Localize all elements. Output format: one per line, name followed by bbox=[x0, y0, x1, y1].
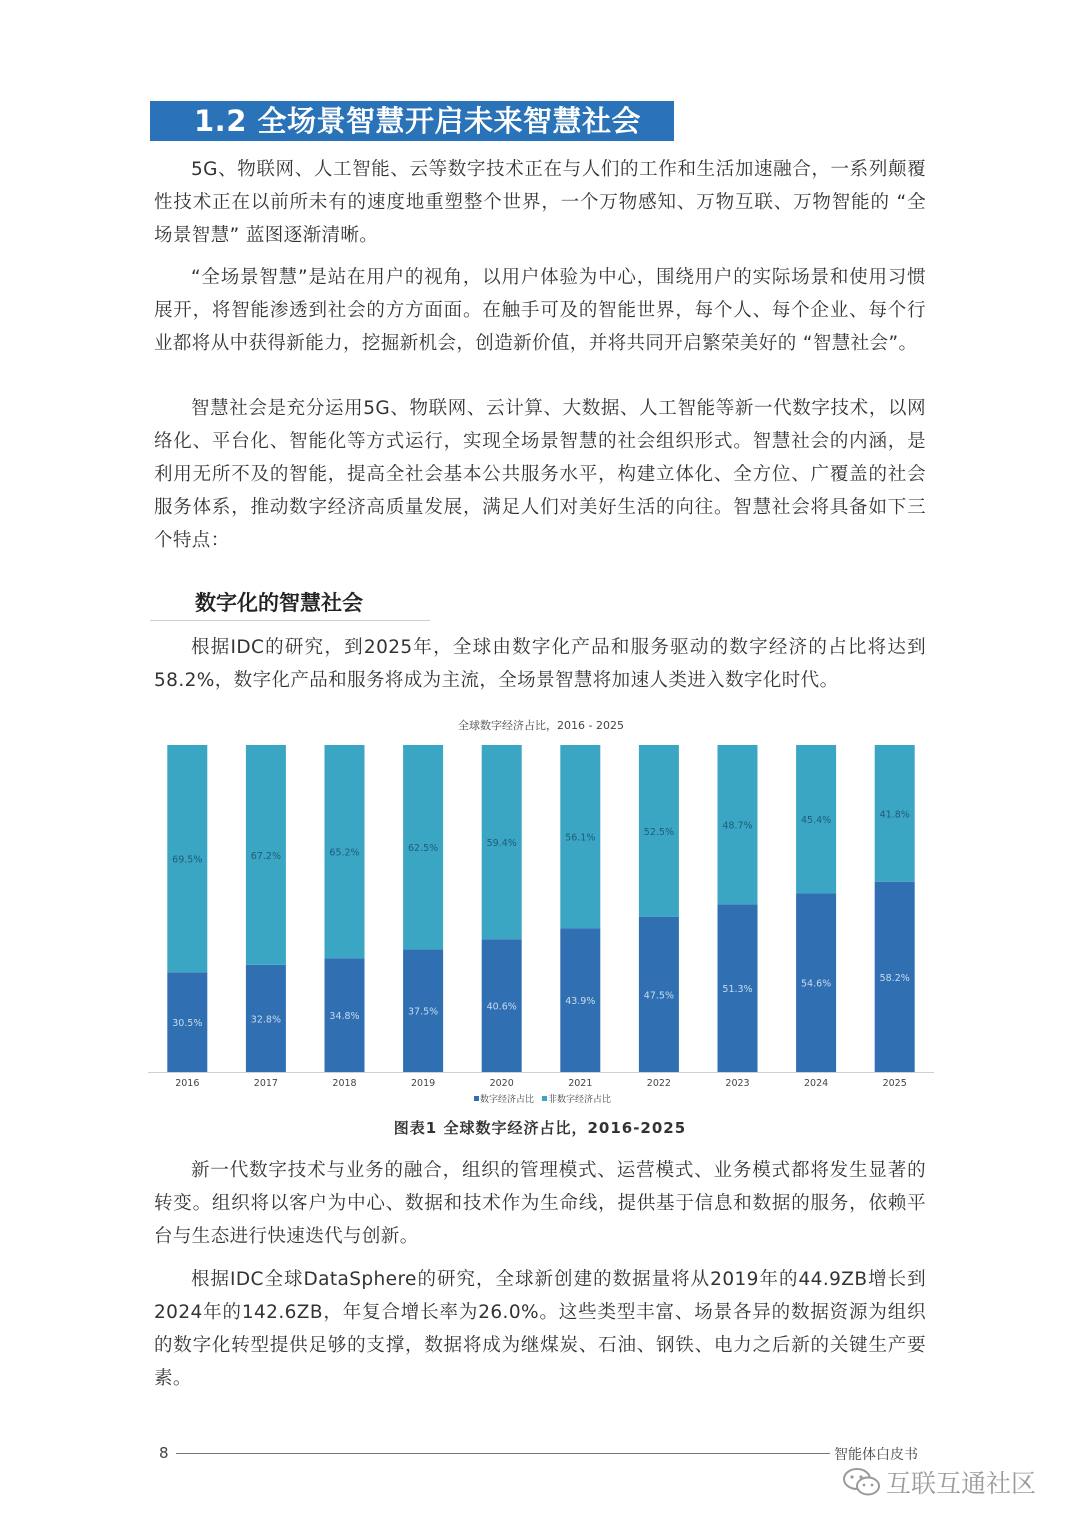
x-tick-label-2017: 2017 bbox=[253, 1078, 278, 1089]
data-label-non-digital-2017: 67.2% bbox=[250, 850, 281, 862]
subsection-underline bbox=[150, 620, 430, 621]
data-label-non-digital-2022: 52.5% bbox=[643, 826, 674, 838]
paragraph-2: “全场景智慧”是站在用户的视角，以用户体验为中心，围绕用户的实际场景和使用习惯展开，将智能渗透到社会的方方面面。在触手可及的智能世界，每个人、每个企业、每个行业都将从中获得新能力，挖掘新机会，创造新价值，并将共同开启繁荣美好的 “智慧社会”。 bbox=[154, 267, 926, 354]
x-tick-label-2016: 2016 bbox=[175, 1078, 200, 1089]
data-label-digital-2023: 51.3% bbox=[722, 984, 753, 996]
figure-caption: 图表1 全球数字经济占比，2016-2025 bbox=[393, 1119, 687, 1137]
x-tick-label-2018: 2018 bbox=[332, 1078, 357, 1089]
legend-label-digital: 数字经济占比 bbox=[480, 1095, 535, 1105]
paragraph-4: 根据IDC的研究，到2025年，全球由数字化产品和服务驱动的数字经济的占比将达到58.2%，数字化产品和服务将成为主流，全场景智慧将加速人类进入数字化时代。 bbox=[154, 637, 926, 691]
digital-economy-chart bbox=[148, 710, 934, 1112]
x-tick-label-2020: 2020 bbox=[489, 1078, 514, 1089]
data-label-digital-2020: 40.6% bbox=[486, 1001, 517, 1013]
paragraph-6: 根据IDC全球DataSphere的研究，全球新创建的数据量将从2019年的44.9ZB增长到2024年的142.6ZB，年复合增长率为26.0%。这些类型丰富、场景各异的数据资源为组织的数字化转型提供足够的支撑，数据将成为继煤炭、石油、钢铁、电力之后新的关键生产要素。 bbox=[154, 1269, 926, 1389]
x-tick-label-2024: 2024 bbox=[804, 1078, 829, 1089]
chart-title: 全球数字经济占比，2016 - 2025 bbox=[458, 719, 624, 732]
wechat-icon bbox=[842, 1466, 882, 1498]
data-label-digital-2025: 58.2% bbox=[879, 972, 910, 984]
legend-swatch-digital bbox=[474, 1096, 479, 1101]
data-label-digital-2018: 34.8% bbox=[329, 1011, 360, 1023]
data-label-digital-2019: 37.5% bbox=[408, 1006, 439, 1018]
data-label-non-digital-2023: 48.7% bbox=[722, 820, 753, 832]
data-label-non-digital-2020: 59.4% bbox=[486, 838, 517, 850]
data-label-digital-2016: 30.5% bbox=[172, 1018, 203, 1030]
data-label-digital-2017: 32.8% bbox=[250, 1014, 281, 1026]
x-tick-label-2023: 2023 bbox=[725, 1078, 750, 1089]
paragraph-5: 新一代数字技术与业务的融合，组织的管理模式、运营模式、业务模式都将发生显著的转变。组织将以客户为中心、数据和技术作为生命线，提供基于信息和数据的服务，依赖平台与生态进行快速迭代与创新。 bbox=[154, 1160, 926, 1247]
watermark bbox=[842, 1462, 1036, 1502]
data-label-non-digital-2018: 65.2% bbox=[329, 847, 360, 859]
data-label-non-digital-2025: 41.8% bbox=[879, 809, 910, 821]
section-title: 1.2 全场景智慧开启未来智慧社会 bbox=[150, 101, 674, 141]
legend-label-non-digital: 非数字经济占比 bbox=[548, 1095, 612, 1105]
data-label-digital-2024: 54.6% bbox=[801, 978, 832, 990]
data-label-digital-2022: 47.5% bbox=[643, 990, 674, 1002]
data-label-non-digital-2021: 56.1% bbox=[565, 832, 596, 844]
footer-title: 智能体白皮书 bbox=[834, 1447, 918, 1463]
footer-rule bbox=[176, 1453, 830, 1454]
paragraph-1: 5G、物联网、人工智能、云等数字技术正在与人们的工作和生活加速融合，一系列颠覆性技术正在以前所未有的速度地重塑整个世界，一个万物感知、万物互联、万物智能的 “全场景智慧” 蓝图逐渐清晰。 bbox=[154, 159, 926, 246]
data-label-non-digital-2019: 62.5% bbox=[408, 843, 439, 855]
data-label-non-digital-2016: 69.5% bbox=[172, 854, 203, 866]
page-number: 8 bbox=[159, 1444, 169, 1462]
x-tick-label-2021: 2021 bbox=[568, 1078, 593, 1089]
x-tick-label-2022: 2022 bbox=[646, 1078, 671, 1089]
legend-swatch-non-digital bbox=[542, 1096, 547, 1101]
paragraph-3: 智慧社会是充分运用5G、物联网、云计算、大数据、人工智能等新一代数字技术，以网络化、平台化、智能化等方式运行，实现全场景智慧的社会组织形式。智慧社会的内涵，是利用无所不及的智能，提高全社会基本公共服务水平，构建立体化、全方位、广覆盖的社会服务体系，推动数字经济高质量发展，满足人们对美好生活的向往。智慧社会将具备如下三个特点： bbox=[154, 398, 926, 551]
data-label-digital-2021: 43.9% bbox=[565, 996, 596, 1008]
x-tick-label-2025: 2025 bbox=[882, 1078, 907, 1089]
subsection-title: 数字化的智慧社会 bbox=[195, 591, 363, 615]
watermark-text: 互联互通社区 bbox=[886, 1469, 1037, 1498]
data-label-non-digital-2024: 45.4% bbox=[801, 815, 832, 827]
x-tick-label-2019: 2019 bbox=[411, 1078, 436, 1089]
